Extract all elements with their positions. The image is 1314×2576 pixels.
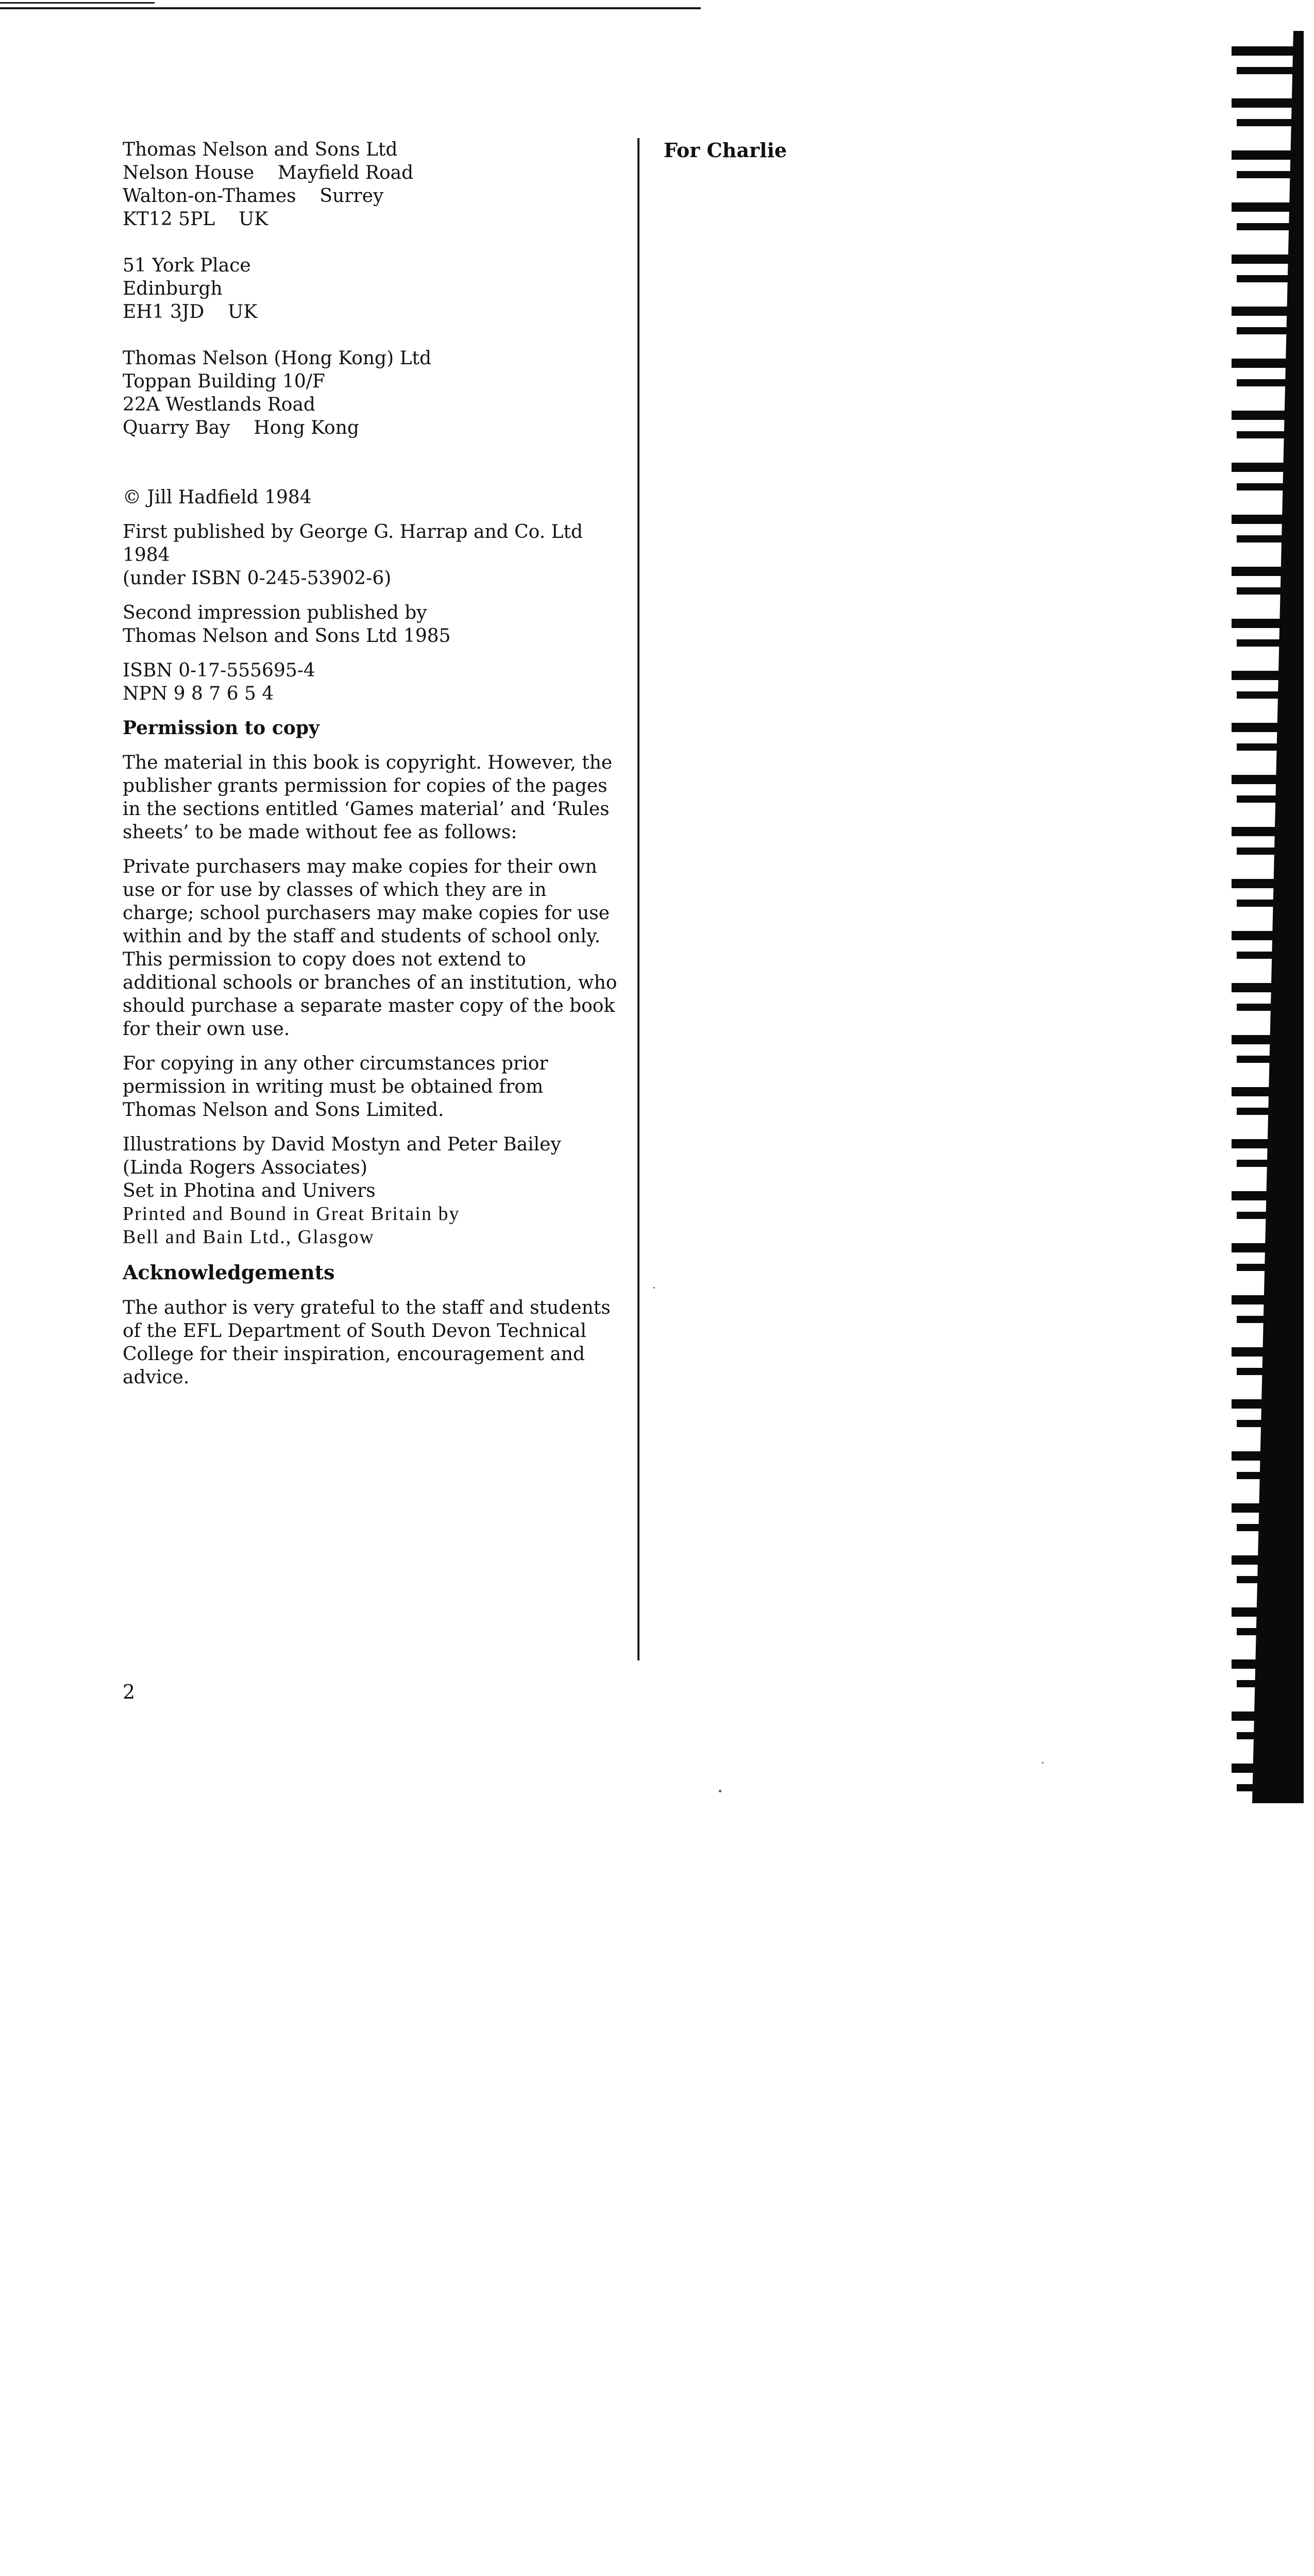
credits-line: Illustrations by David Mostyn and Peter Bailey: [123, 1134, 561, 1155]
permission-paragraph: The material in this book is copyright. However, the publisher grants permission for copies of the pages in the sections entitled ‘Games material’ and ‘Rules sheets’ to be made without fee as follows:: [123, 752, 613, 843]
permission-paragraph: Private purchasers may make copies for their own use or for use by classes of which they are in charge; school purchasers may make copies for use within and by the staff and students of school only. This permission to copy does not extend to additional schools or branches of an institution, who should purchase a separate master copy of the book for their own use.: [123, 856, 617, 1040]
top-rule: [0, 7, 701, 9]
address-edinburgh: [123, 254, 617, 324]
spiral-binding-icon: [1232, 31, 1304, 1803]
address-line: Toppan Building 10/F: [123, 371, 325, 392]
address-line: Walton-on-Thames Surrey: [123, 185, 384, 207]
page-number: 2: [123, 1681, 136, 1703]
credits-line: (Linda Rogers Associates): [123, 1157, 367, 1178]
address-line: 51 York Place: [123, 255, 251, 276]
address-line: Thomas Nelson and Sons Ltd: [123, 139, 398, 160]
isbn-line: ISBN 0-17-555695-4: [123, 660, 315, 681]
permission-heading: Permission to copy: [123, 717, 319, 739]
second-impression-line: Second impression published by: [123, 602, 427, 623]
dedication: For Charlie: [664, 139, 787, 162]
address-line: KT12 5PL UK: [123, 209, 268, 230]
credits-block: [123, 1133, 617, 1202]
address-line: Thomas Nelson (Hong Kong) Ltd: [123, 348, 432, 369]
address-hong-kong: [123, 347, 617, 439]
first-published: [123, 520, 617, 590]
credits-line: Set in Photina and Univers: [123, 1180, 376, 1201]
address-nelson-uk: [123, 138, 617, 231]
npn-line: NPN 9 8 7 6 5 4: [123, 683, 274, 704]
scan-edge-line: [0, 2, 155, 4]
acknowledgements-text: The author is very grateful to the staff and students of the EFL Department of South Devon Technical College for their inspiration, encouragement and advice.: [123, 1297, 611, 1388]
first-published-line: First published by George G. Harrap and Co. Ltd 1984: [123, 521, 583, 566]
second-impression-line: Thomas Nelson and Sons Ltd 1985: [123, 625, 451, 647]
address-line: 22A Westlands Road: [123, 394, 315, 415]
second-impression: [123, 601, 617, 648]
column-divider: [637, 138, 639, 1660]
isbn-block: [123, 659, 617, 705]
permission-paragraph: For copying in any other circumstances prior permission in writing must be obtained from Thomas Nelson and Sons Limited.: [123, 1053, 548, 1121]
printing-line: Printed and Bound in Great Britain by: [123, 1203, 460, 1225]
address-line: Quarry Bay Hong Kong: [123, 417, 359, 438]
imprint-column: [123, 138, 617, 1389]
printing-line: Bell and Bain Ltd., Glasgow: [123, 1226, 375, 1248]
acknowledgements-heading: Acknowledgements: [123, 1261, 335, 1284]
printing-block: [123, 1202, 617, 1249]
address-line: Edinburgh: [123, 278, 223, 299]
scan-speck: [653, 1287, 655, 1289]
address-line: Nelson House Mayfield Road: [123, 162, 414, 183]
copyright-notice: © Jill Hadfield 1984: [123, 487, 312, 508]
scan-speck: [719, 1790, 721, 1792]
address-line: EH1 3JD UK: [123, 301, 258, 323]
first-published-line: (under ISBN 0-245-53902-6): [123, 568, 392, 589]
scan-speck: [1042, 1762, 1043, 1764]
